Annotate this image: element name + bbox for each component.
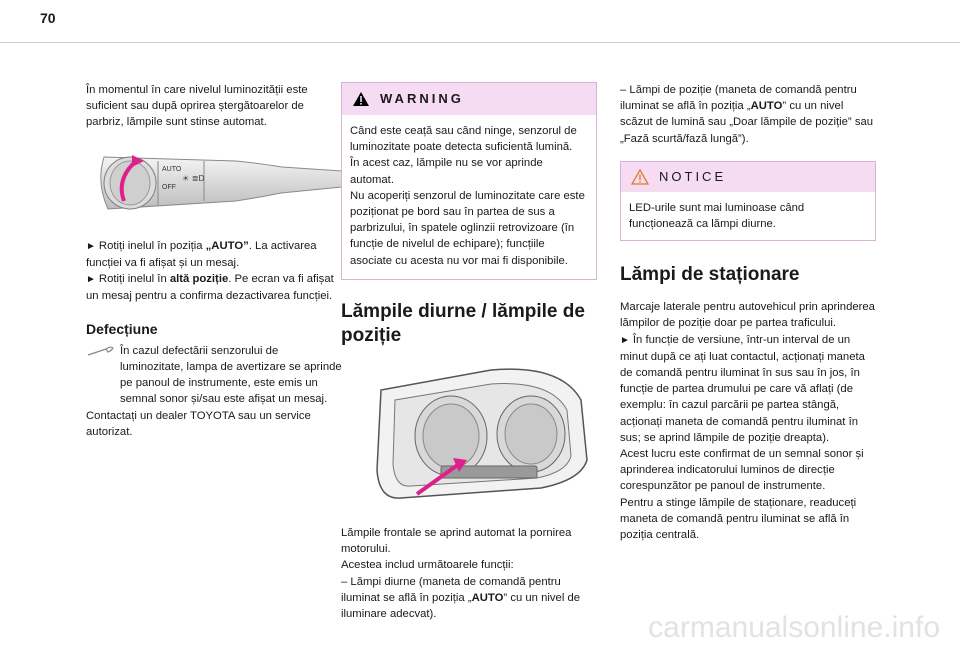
column-middle	[341, 82, 597, 622]
parking-paragraph-2: ► În funcție de versiune, într-un interval de un minut după ce ați luat contactul, acționați maneta de comandă pentru iluminat în sus sau în jos, în funcție de partea drumului pe care vă aflați (de exemplu: în cazul parcării pe partea stângă, acționați maneta de comandă pentru iluminat în sus; se aprind lămpile de poziție dreapta).	[620, 333, 865, 444]
warning-header	[342, 83, 596, 115]
header-divider	[0, 42, 960, 43]
column-left	[86, 82, 342, 440]
notice-triangle-icon	[631, 169, 649, 185]
notice-text: LED-urile sunt mai luminoase când funcționează ca lămpi diurne.	[629, 201, 805, 231]
notice-title: NOTICE	[659, 168, 727, 184]
section-title-parking-lights: Lămpi de staționare	[620, 264, 800, 286]
bullet-arrow-icon: ►	[86, 240, 96, 252]
daytime-body-3: – Lămpi diurne (maneta de comandă pentru iluminat se află în poziția „AUTO” cu un nivel de iluminare adecvat).	[341, 575, 581, 621]
bullet-arrow-icon: ►	[620, 334, 630, 346]
step-rotate-auto: ► Rotiți inelul în poziția „AUTO”. La activarea funcției va fi afișat și un mesaj.	[86, 239, 317, 270]
svg-text:☀ ≣D: ☀ ≣D	[182, 173, 205, 183]
parking-paragraph-4: Pentru a stinge lămpile de staționare, readuceți maneta de comandă pentru iluminat se află în poziția centrală.	[620, 496, 857, 542]
page-number: 70	[40, 10, 56, 26]
warning-box	[341, 82, 597, 280]
parking-paragraph-3: Acest lucru este confirmat de un semnal sonor și aprinderea indicatorului luminos de direcție corespunzător pe panoul de instrumente.	[620, 448, 864, 493]
notice-header	[621, 162, 875, 192]
light-stalk-illustration	[86, 143, 342, 228]
warning-triangle-icon	[352, 91, 370, 107]
warning-paragraph-1: Când este ceață sau când ninge, senzorul de luminozitate poate detecta suficientă lumină.	[350, 125, 577, 154]
defect-text: În cazul defectării senzorului de luminozitate, lampa de avertizare se aprinde pe panoul de instrumente, este emis un semnal sonor și/sau este afișat un mesaj.	[120, 344, 342, 406]
warning-paragraph-3: Nu acoperiți senzorul de luminozitate care este poziționat pe bord sau în partea de sus a parbrizului, în spatele oglinzii retrovizoare (în funcție de nivelul de echipare); funcțiile asociate cu acesta nu vor mai fi disponibile.	[350, 189, 585, 267]
watermark: carmanualsonline.info	[648, 611, 940, 644]
column-right	[620, 82, 876, 543]
stalk-label-auto: AUTO	[162, 165, 182, 173]
defect-block	[86, 343, 342, 408]
daytime-body-1: Lămpile frontale se aprind automat la pornirea motorului.	[341, 527, 572, 556]
bullet-arrow-icon: ►	[86, 274, 96, 286]
warning-paragraph-2: În acest caz, lămpile nu se vor aprinde automat.	[350, 157, 543, 186]
parking-paragraph-1: Marcaje laterale pentru autovehicul prin aprinderea lămpilor de poziție doar pe partea traficului.	[620, 301, 875, 330]
position-lights-item: – Lămpi de poziție (maneta de comandă pentru iluminat se află în poziția „AUTO” cu un nivel scăzut de lumină sau „Doar lămpile de poziție” sau „Fază scurtă/fază lungă”).	[620, 84, 874, 145]
headlamp-illustration	[341, 360, 597, 513]
notice-box	[620, 161, 876, 241]
light-stalk-image	[86, 143, 342, 223]
daytime-body-2: Acestea includ următoarele funcții:	[341, 559, 514, 572]
warning-body	[342, 115, 596, 279]
defect-heading: Defecțiune	[86, 320, 158, 337]
section-title-daytime-lights: Lămpile diurne / lămpile de poziție	[341, 300, 585, 346]
headlamp-image	[341, 360, 597, 508]
defect-contact: Contactați un dealer TOYOTA sau un service autorizat.	[86, 409, 311, 438]
stalk-label-off: OFF	[162, 183, 176, 191]
step-rotate-other: ► Rotiți inelul în altă poziție. Pe ecran va fi afișat un mesaj pentru a confirma dezactivarea funcției.	[86, 273, 334, 303]
wrench-icon	[86, 345, 116, 359]
warning-title: WARNING	[380, 90, 464, 106]
notice-body	[621, 192, 875, 240]
intro-paragraph: În momentul în care nivelul luminozității este suficient sau după oprirea ștergătoarelor de parbriz, lămpile sunt stinse automat.	[86, 84, 308, 129]
